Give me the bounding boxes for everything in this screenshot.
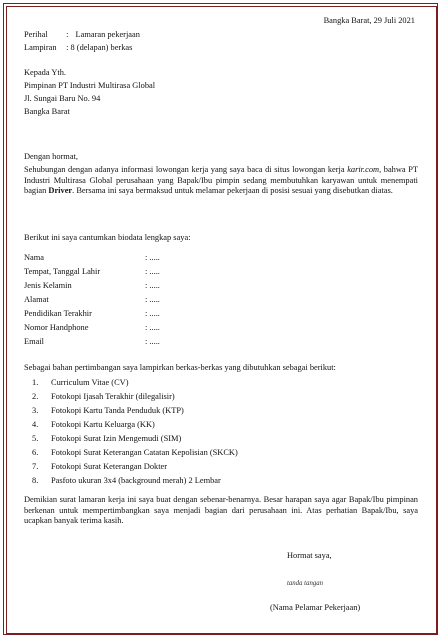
intro-text-3: . Bersama ini saya bermaksud untuk melamar pekerjaan di posisi sesuai yang disebutkan diatas.	[72, 186, 393, 196]
attachment-count-value: : 8 (delapan) berkas	[66, 43, 133, 52]
list-item-text: Fotokopi Ijasah Terakhir (dilegalisir)	[51, 392, 175, 401]
biodata-intro: Berikut ini saya cantumkan biodata lengkap saya:	[24, 233, 191, 242]
biodata-value: : .....	[145, 281, 160, 290]
list-item	[32, 378, 238, 392]
closing-salutation: Hormat saya,	[287, 551, 332, 560]
biodata-label: Nomor Handphone	[24, 323, 89, 332]
biodata-value: : .....	[145, 337, 160, 346]
closing-paragraph: Demikian surat lamaran kerja ini saya buat dengan sebenar-benarnya. Besar harapan saya agar Bapak/Ibu pimpinan berkenan untuk mempertimbangkan saya menjadi bagian dari perusahaan ini. Atas perhatian Bapak/Ibu, saya ucapkan banyak terima kasih.	[24, 495, 418, 526]
biodata-label: Tempat, Tanggal Lahir	[24, 267, 101, 276]
list-item	[32, 476, 238, 490]
list-item-text: Curriculum Vitae (CV)	[51, 378, 129, 387]
list-item-number: 2.	[32, 392, 39, 401]
biodata-row	[24, 281, 160, 295]
intro-text-2: , bahwa PT Industri Multirasa Global perusahaan yang Bapak/Ibu pimpin sedang membutuhkan karyawan untuk menempati bagian	[24, 165, 418, 196]
recipient-salutation: Kepada Yth.	[24, 68, 67, 77]
intro-paragraph	[24, 165, 418, 197]
list-item-number: 5.	[32, 434, 39, 443]
biodata-value: : .....	[145, 267, 160, 276]
signer-name: (Nama Pelamar Pekerjaan)	[270, 603, 361, 612]
subject-label: Perihal	[24, 30, 48, 39]
list-item-text: Pasfoto ukuran 3x4 (background merah) 2 Lembar	[51, 476, 221, 485]
recipient-block	[24, 68, 155, 120]
list-item-number: 1.	[32, 378, 39, 387]
attachments-intro: Sebagai bahan pertimbangan saya lampirkan berkas-berkas yang dibutuhkan sebagai berikut:	[24, 363, 336, 372]
list-item	[32, 448, 238, 462]
biodata-label: Email	[24, 337, 45, 346]
attachments-list	[32, 378, 238, 490]
biodata-list	[24, 253, 160, 351]
greeting: Dengan hormat,	[24, 152, 78, 161]
biodata-label: Nama	[24, 253, 44, 262]
job-site-name: karir.com	[347, 165, 380, 174]
biodata-label: Alamat	[24, 295, 49, 304]
biodata-value: : .....	[145, 253, 160, 262]
job-position: Driver	[48, 186, 73, 196]
biodata-row	[24, 295, 160, 309]
biodata-label: Pendidikan Terakhir	[24, 309, 92, 318]
attachment-count-row	[24, 43, 132, 54]
biodata-row	[24, 309, 160, 323]
recipient-street: Jl. Sungai Baru No. 94	[24, 94, 101, 103]
list-item-number: 8.	[32, 476, 39, 485]
biodata-row	[24, 267, 160, 281]
biodata-value: : .....	[145, 323, 160, 332]
biodata-label: Jenis Kelamin	[24, 281, 72, 290]
recipient-company: Pimpinan PT Industri Multirasa Global	[24, 81, 156, 90]
attachment-count-label: Lampiran	[24, 43, 57, 52]
list-item-number: 6.	[32, 448, 39, 457]
letter-date: Bangka Barat, 29 Juli 2021	[323, 16, 415, 25]
list-item	[32, 392, 238, 406]
biodata-value: : .....	[145, 295, 160, 304]
list-item-text: Fotokopi Kartu Keluarga (KK)	[51, 420, 155, 429]
list-item-text: Fotokopi Kartu Tanda Penduduk (KTP)	[51, 406, 184, 415]
list-item	[32, 406, 238, 420]
list-item	[32, 462, 238, 476]
subject-separator: :	[66, 30, 69, 39]
list-item-text: Fotokopi Surat Izin Mengemudi (SIM)	[51, 434, 182, 443]
biodata-row	[24, 253, 160, 267]
subject-value: Lamaran pekerjaan	[75, 30, 140, 39]
list-item	[32, 434, 238, 448]
biodata-value: : .....	[145, 309, 160, 318]
signature-placeholder: tanda tangan	[287, 580, 324, 587]
intro-text-1: Sehubungan dengan adanya informasi lowongan kerja yang saya baca di situs lowongan kerja	[24, 165, 348, 174]
list-item-number: 4.	[32, 420, 39, 429]
list-item-text: Fotokopi Surat Keterangan Dokter	[51, 462, 168, 471]
biodata-row	[24, 323, 160, 337]
recipient-city: Bangka Barat	[24, 107, 70, 116]
list-item-number: 7.	[32, 462, 39, 471]
biodata-row	[24, 337, 160, 351]
list-item	[32, 420, 238, 434]
list-item-number: 3.	[32, 406, 39, 415]
list-item-text: Fotokopi Surat Keterangan Catatan Kepolisian (SKCK)	[51, 448, 238, 457]
subject-row	[24, 30, 140, 41]
